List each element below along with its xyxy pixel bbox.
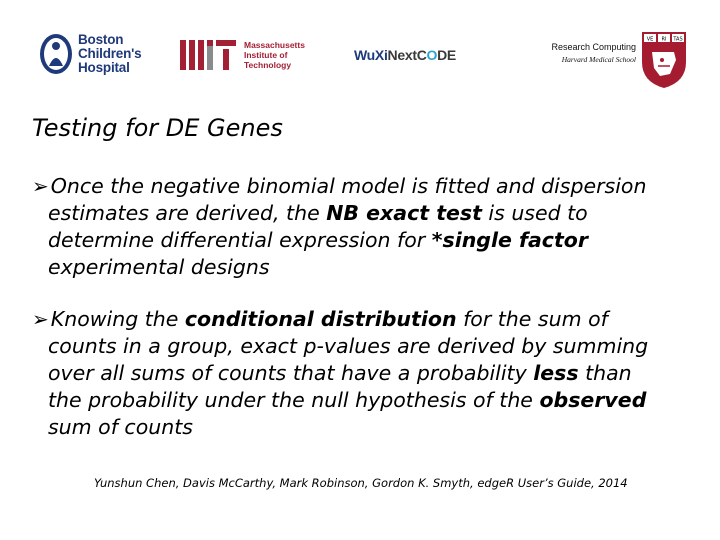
mit-line-3: Technology — [244, 60, 292, 70]
svg-text:VE: VE — [646, 36, 654, 43]
bullet-2-text: than — [578, 361, 632, 385]
bullet-2-text: the probability under the null hypothesis of the — [48, 388, 540, 412]
mit-logo — [180, 40, 305, 70]
bch-line-3: Hospital — [78, 60, 130, 75]
bullet-2-line-1 — [32, 306, 720, 333]
bullet-point-2 — [32, 306, 720, 441]
harvard-shield-icon — [640, 30, 688, 90]
bullet-1-line-1 — [32, 173, 720, 200]
bullet-1-emphasis: NB exact test — [326, 201, 482, 225]
bullet-1-text: is used to — [481, 201, 588, 225]
bullet-2-text: counts in a group, exact p-values are derived by summing — [48, 334, 649, 358]
wuxi-part-1: WuXi — [354, 47, 388, 63]
bullet-2-line-3 — [32, 360, 720, 387]
mit-wordmark — [244, 40, 305, 70]
bch-line-2: Children's — [78, 46, 142, 61]
mit-mark-icon — [180, 40, 236, 70]
wuxi-nextcode-logo — [354, 47, 456, 63]
slide-title: Testing for DE Genes — [32, 114, 283, 142]
wuxi-part-2: NextC — [387, 47, 427, 63]
boston-childrens-hospital-logo — [38, 32, 141, 76]
bullet-1-text: experimental designs — [48, 255, 270, 279]
bullet-2-line-2 — [32, 333, 720, 360]
bullet-1-line-3 — [32, 227, 720, 254]
bullet-2-text: over all sums of counts that have a probability — [48, 361, 534, 385]
research-computing-label: Research Computing — [551, 42, 636, 52]
school-label: Harvard Medical School — [561, 55, 636, 64]
svg-text:TAS: TAS — [673, 36, 683, 43]
bullet-2-emphasis: less — [533, 361, 579, 385]
bch-wordmark — [78, 33, 141, 75]
bullet-2-emphasis: observed — [539, 388, 647, 412]
svg-text:RI: RI — [661, 36, 667, 43]
bch-line-1: Boston — [78, 32, 124, 47]
arrow-bullet-icon: ➢ — [32, 174, 49, 198]
bullet-point-1 — [32, 173, 720, 281]
mit-line-1: Massachusetts — [244, 40, 305, 50]
bch-emblem-icon — [38, 32, 74, 76]
bullet-2-text: Knowing the — [50, 307, 185, 331]
bullet-2-text: for the sum of — [456, 307, 608, 331]
bullet-2-line-5 — [32, 414, 720, 441]
bullet-2-text: sum of counts — [48, 415, 193, 439]
bullet-1-line-2 — [32, 200, 720, 227]
slide-header — [0, 0, 720, 100]
research-computing-block — [534, 42, 636, 64]
bullet-2-emphasis: conditional distribution — [184, 307, 457, 331]
citation: Yunshun Chen, Davis McCarthy, Mark Robinson, Gordon K. Smyth, edgeR User’s Guide, 2014 — [94, 476, 628, 490]
arrow-bullet-icon: ➢ — [32, 307, 49, 331]
wuxi-part-4: DE — [437, 47, 456, 63]
bullet-1-emphasis: *single factor — [431, 228, 588, 252]
bullet-1-text: estimates are derived, the — [48, 201, 327, 225]
bullet-1-text: determine differential expression for — [48, 228, 432, 252]
mit-line-2: Institute of — [244, 50, 288, 60]
bullet-2-line-4 — [32, 387, 720, 414]
bullet-1-text: Once the negative binomial model is fitted and dispersion — [50, 174, 647, 198]
wuxi-part-3: O — [426, 47, 438, 63]
bullet-1-line-4 — [32, 254, 720, 281]
